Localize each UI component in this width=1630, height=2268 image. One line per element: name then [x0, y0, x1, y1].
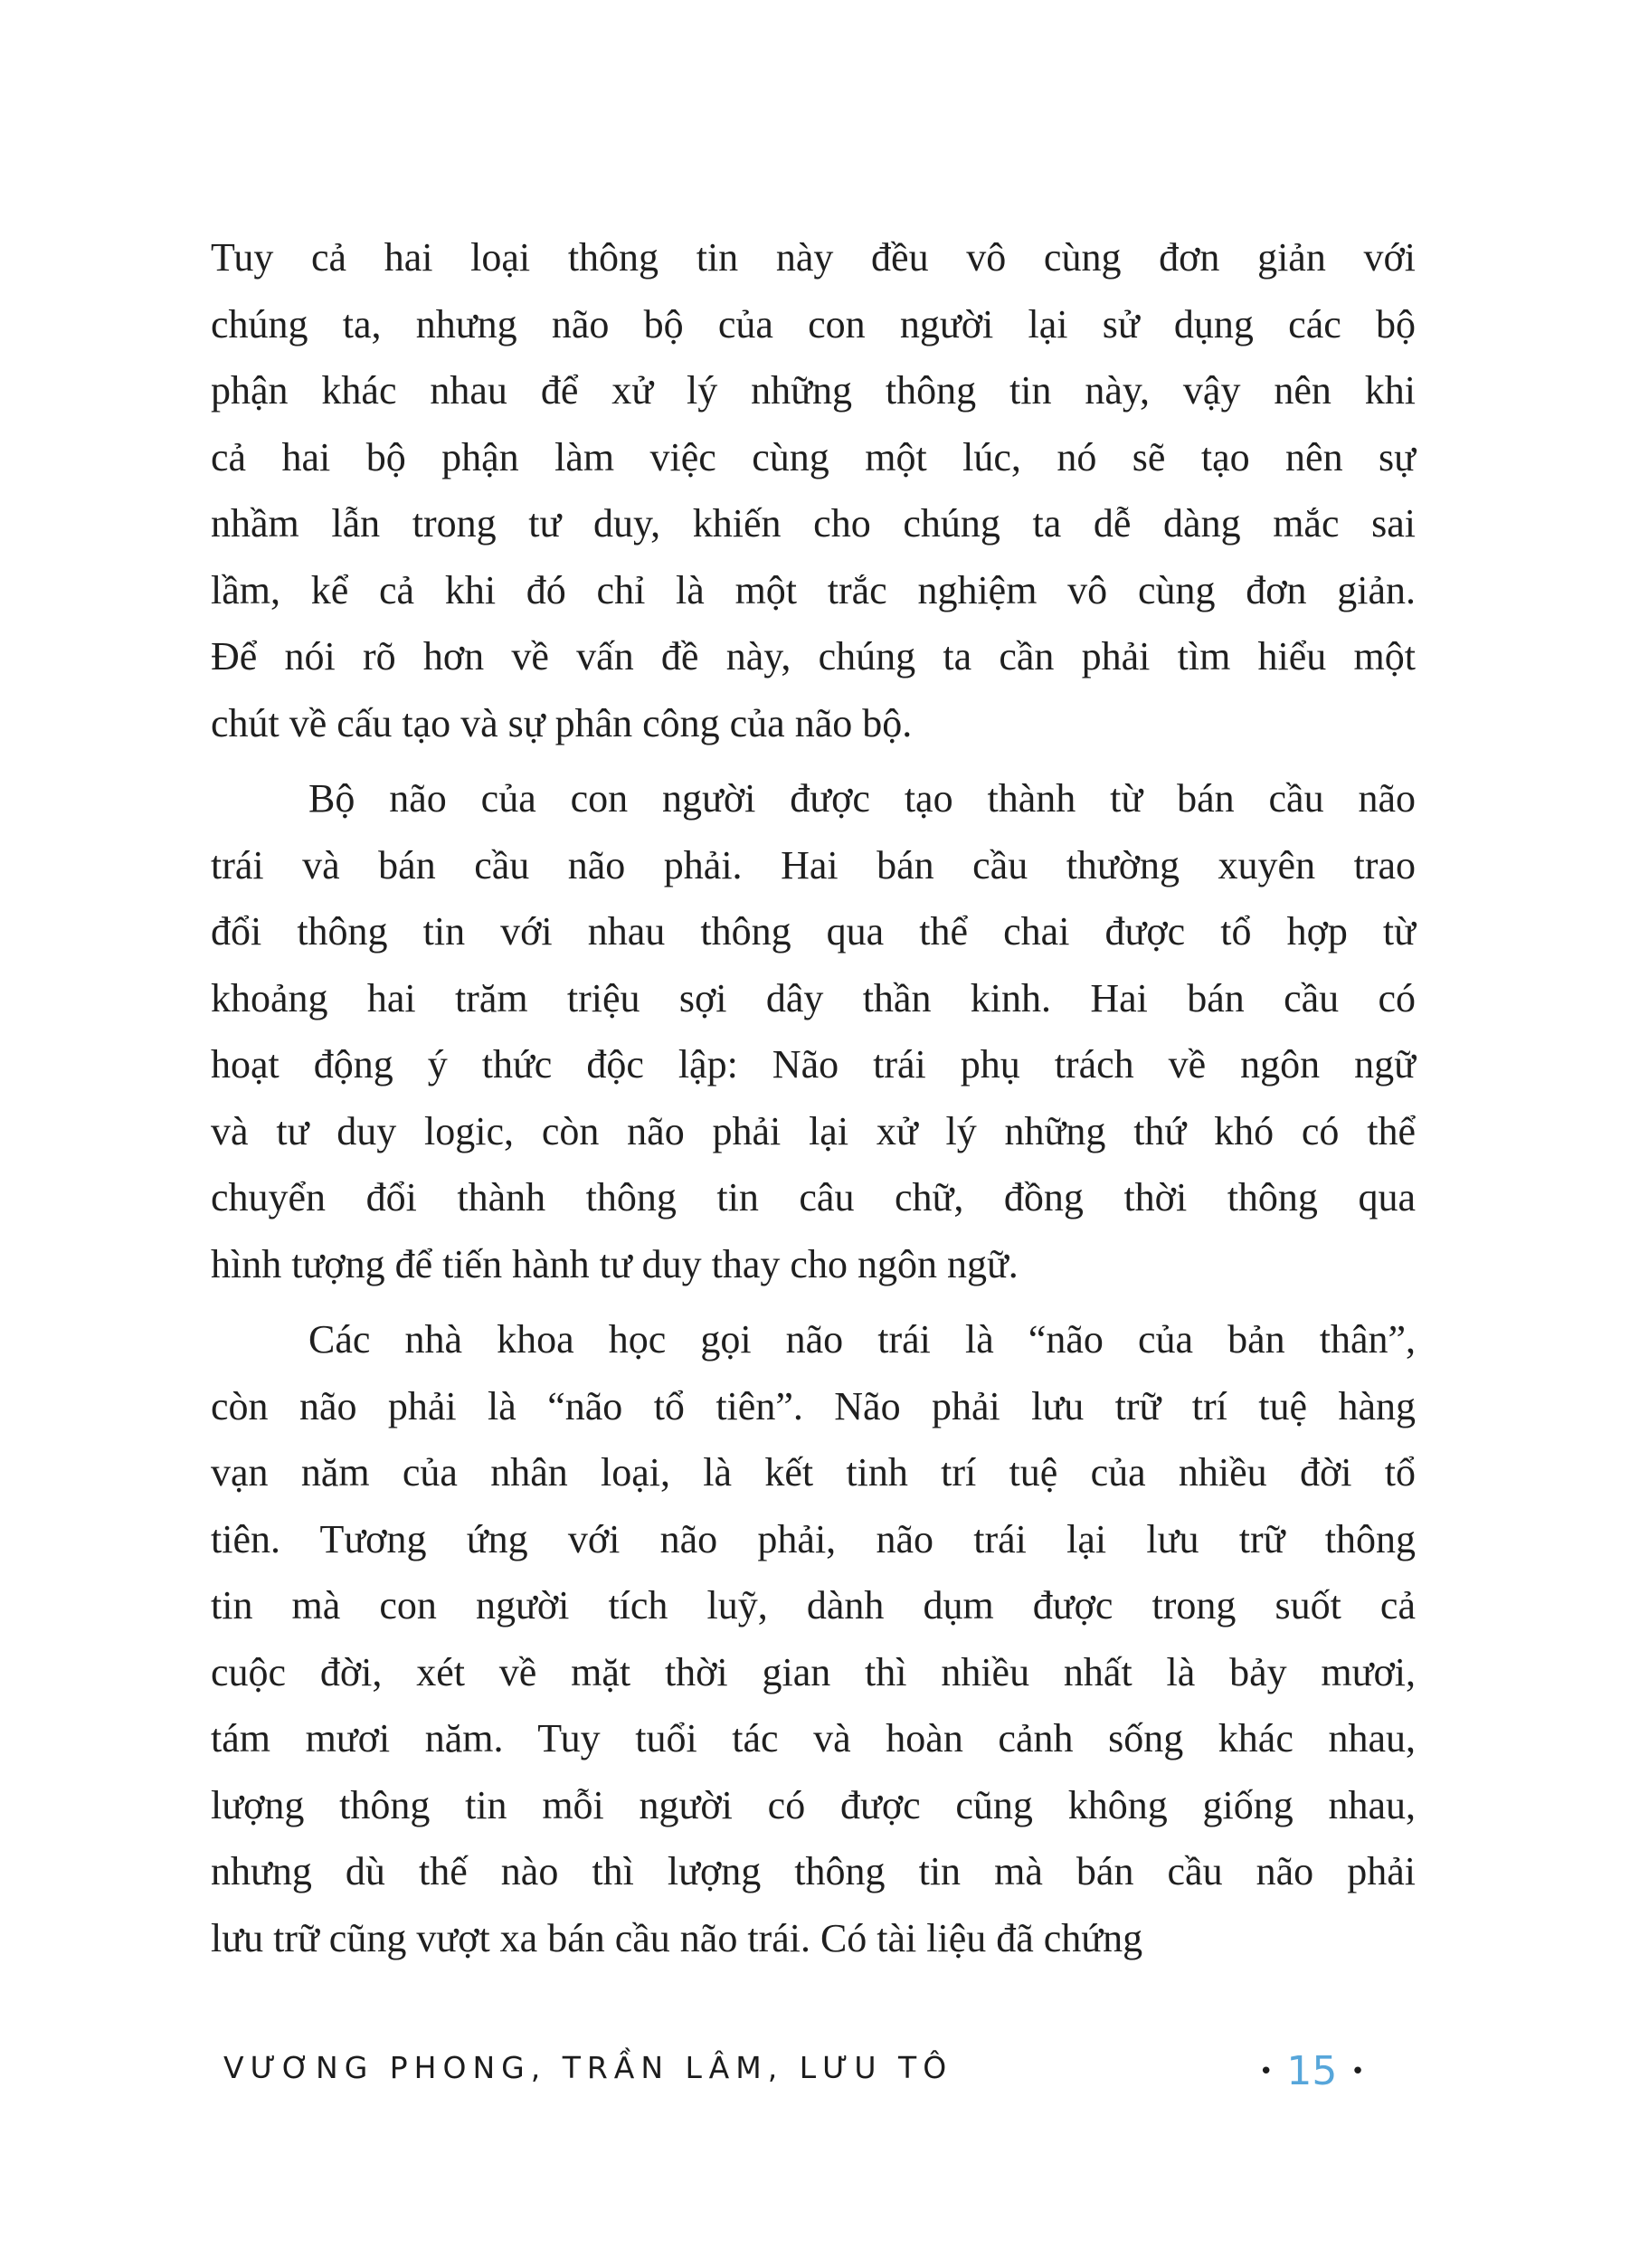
text-line: tiên. Tương ứng với não phải, não trái lại lưu trữ thông — [211, 1516, 1416, 1561]
text-line: trái và bán cầu não phải. Hai bán cầu thường xuyên trao — [211, 842, 1416, 887]
separator-dot: • — [1350, 2058, 1365, 2085]
text-line: chút về cấu tạo và sự phân công của não bộ. — [211, 700, 913, 745]
text-line: Để nói rõ hơn về vấn đề này, chúng ta cần phải tìm hiểu một — [211, 634, 1416, 679]
text-line: còn não phải là “não tổ tiên”. Não phải lưu trữ trí tuệ hàng — [211, 1383, 1416, 1428]
paragraph-1 — [211, 224, 1416, 756]
text-line: hình tượng để tiến hành tư duy thay cho ngôn ngữ. — [211, 1241, 1019, 1286]
text-line: chúng ta, nhưng não bộ của con người lại sử dụng các bộ — [211, 301, 1416, 346]
text-line: nhưng dù thế nào thì lượng thông tin mà bán cầu não phải — [211, 1849, 1416, 1893]
text-line: lưu trữ cũng vượt xa bán cầu não trái. Có tài liệu đã chứng — [211, 1915, 1143, 1960]
text-line: nhầm lẫn trong tư duy, khiến cho chúng ta dễ dàng mắc sai — [211, 501, 1416, 546]
text-line: chuyển đổi thành thông tin câu chữ, đồng thời thông qua — [211, 1175, 1416, 1219]
text-line: vạn năm của nhân loại, là kết tinh trí tuệ của nhiều đời tổ — [211, 1450, 1416, 1495]
text-line: và tư duy logic, còn não phải lại xử lý những thứ khó có thể — [211, 1108, 1416, 1153]
body-text — [211, 224, 1416, 1971]
text-line: lượng thông tin mỗi người có được cũng không giống nhau, — [211, 1782, 1416, 1827]
text-line: đổi thông tin với nhau thông qua thể chai được tổ hợp từ — [211, 909, 1416, 954]
page-number-value: 15 — [1286, 2048, 1338, 2094]
text-line: hoạt động ý thức độc lập: Não trái phụ trách về ngôn ngữ — [211, 1042, 1416, 1087]
separator-dot: • — [1259, 2058, 1274, 2085]
text-line: cả hai bộ phận làm việc cùng một lúc, nó sẽ tạo nên sự — [211, 434, 1416, 479]
page-footer — [0, 2043, 1630, 2106]
text-line: Tuy cả hai loại thông tin này đều vô cùng đơn giản với — [211, 235, 1416, 280]
text-line: Bộ não của con người được tạo thành từ bán cầu não — [308, 776, 1416, 821]
footer-authors: VƯƠNG PHONG, TRẦN LÂM, LƯU TÔ — [223, 2050, 953, 2085]
text-line: cuộc đời, xét về mặt thời gian thì nhiều nhất là bảy mươi, — [211, 1649, 1416, 1694]
paragraph-3 — [211, 1306, 1416, 1971]
page-number — [1259, 2043, 1365, 2101]
text-line: phận khác nhau để xử lý những thông tin này, vậy nên khi — [211, 368, 1416, 413]
text-line: tin mà con người tích luỹ, dành dụm được trong suốt cả — [211, 1583, 1416, 1627]
paragraph-2 — [211, 765, 1416, 1297]
text-line: Các nhà khoa học gọi não trái là “não của bản thân”, — [308, 1317, 1416, 1362]
text-line: lầm, kể cả khi đó chỉ là một trắc nghiệm vô cùng đơn giản. — [211, 567, 1416, 612]
text-line: tám mươi năm. Tuy tuổi tác và hoàn cảnh sống khác nhau, — [211, 1716, 1416, 1760]
text-line: khoảng hai trăm triệu sợi dây thần kinh. Hai bán cầu có — [211, 975, 1416, 1020]
